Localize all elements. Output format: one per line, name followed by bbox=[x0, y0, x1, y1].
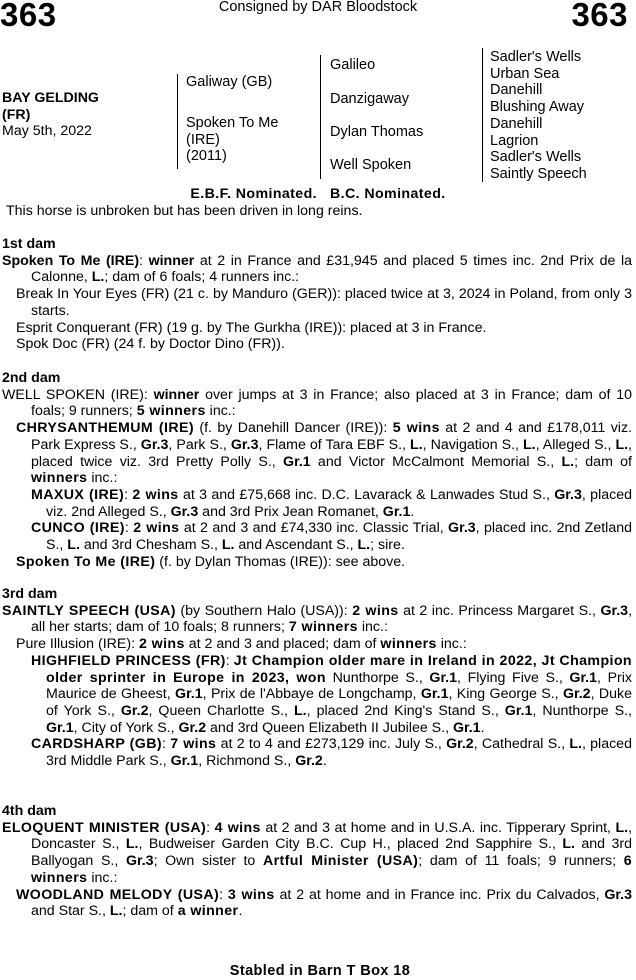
pedigree-gen2-3: Well Spoken bbox=[330, 157, 412, 173]
pedigree-gen2-0: Galileo bbox=[330, 57, 376, 73]
first-dam-section bbox=[2, 236, 632, 353]
pedigree-bracket-1 bbox=[177, 74, 178, 169]
produce-entry: CUNCO (IRE): 2 wins at 2 and 3 and £74,330 inc. Classic Trial, Gr.3, placed inc. 2nd Zetland S., L. and 3rd Chesham S., L. and Ascendant S., L.; sire. bbox=[31, 520, 632, 554]
stabling-info: Stabled in Barn T Box 18 bbox=[229, 963, 411, 979]
produce-entry: CHRYSANTHEMUM (IRE) (f. by Danehill Dancer (IRE)): 5 wins at 2 and 4 and £178,011 viz. Park Express S., Gr.3, Park S., Gr.3, Flame of Tara EBF S., L., Navigation S., L., Alleged S., L., placed twice viz. 3rd Pretty Polly S., Gr.1 and Victor McCalmont Memorial S., L.; dam of winners inc.: bbox=[16, 420, 632, 487]
third-dam-entry: SAINTLY SPEECH (USA) (by Southern Halo (USA)): 2 wins at 2 inc. Princess Margaret S., Gr.3, all her starts; dam of 10 foals; 8 runners; 7 winners inc.: bbox=[2, 602, 633, 636]
produce-entry: Spoken To Me (IRE) (f. by Dylan Thomas (IRE)): see above. bbox=[16, 553, 406, 570]
third-dam-section bbox=[2, 586, 632, 770]
lot-number-right: 363 bbox=[571, 0, 628, 33]
produce-entry: WOODLAND MELODY (USA): 3 wins at 2 at home and in France inc. Prix du Calvados, Gr.3 and Star S., L.; dam of a winner. bbox=[16, 886, 632, 920]
pedigree-bracket-2 bbox=[320, 55, 321, 179]
produce-entry: HIGHFIELD PRINCESS (FR): Jt Champion older mare in Ireland in 2022, Jt Champion older sprinter in Europe in 2023, won Nunthorpe S., Gr.1, Flying Five S., Gr.1, Prix Maurice de Gheest, Gr.1, Prix de l'Abbaye de Longchamp, Gr.1, King George S., Gr.2, Duke of York S., Gr.2, Queen Charlotte S., L., placed 2nd King's Stand S., Gr.1, Nunthorpe S., Gr.1, City of York S., Gr.2 and 3rd Queen Elizabeth II Jubilee S., Gr.1. bbox=[31, 652, 633, 736]
produce-entry: MAXUX (IRE): 2 wins at 3 and £75,668 inc. D.C. Lavarack & Lanwades Stud S., Gr.3, placed viz. 2nd Alleged S., Gr.3 and 3rd Prix Jean Romanet, Gr.1. bbox=[31, 486, 632, 520]
first-dam-entry: Spoken To Me (IRE): winner at 2 in France and £31,945 and placed 5 times inc. 2nd Prix de la Calonne, L.; dam of 6 foals; 4 runners inc.: bbox=[2, 252, 632, 286]
second-dam-section bbox=[2, 370, 632, 570]
pedigree-bracket-3 bbox=[482, 48, 483, 182]
first-dam-heading: 1st dam bbox=[2, 236, 56, 252]
pedigree-gen3: Sadler's Wells Urban Sea Danehill Blushing Away Danehill Lagrion Sadler's Wells Saintly Speech bbox=[490, 49, 587, 182]
fourth-dam-entry: ELOQUENT MINISTER (USA): 4 wins at 2 and 3 at home and in U.S.A. inc. Tipperary Sprint, L., Doncaster S., L., Budweiser Garden City B.C. Cup H., placed 2nd Sapphire S., L. and 3rd Ballyogan S., Gr.3; Own sister to Artful Minister (USA); dam of 11 foals; 9 runners; 6 winners inc.: bbox=[2, 819, 633, 886]
fourth-dam-section bbox=[2, 803, 632, 920]
nominations: E.B.F. Nominated. B.C. Nominated. bbox=[190, 186, 446, 202]
horse-note: This horse is unbroken but has been driven in long reins. bbox=[6, 203, 363, 219]
horse-description: BAY GELDING bbox=[2, 90, 99, 106]
produce-entry: Break In Your Eyes (FR) (21 c. by Manduro (GER)): placed twice at 3, 2024 in Poland, from only 3 starts. bbox=[16, 286, 632, 319]
produce-entry: Spok Doc (FR) (24 f. by Doctor Dino (FR)). bbox=[16, 336, 285, 353]
second-dam-entry: WELL SPOKEN (IRE): winner over jumps at 3 in France; also placed at 3 in France; dam of 10 foals; 9 runners; 5 winners inc.: bbox=[2, 386, 632, 420]
pedigree-dam: Spoken To Me (IRE) (2011) bbox=[186, 115, 279, 165]
produce-entry: CARDSHARP (GB): 7 wins at 2 to 4 and £273,129 inc. July S., Gr.2, Cathedral S., L., placed 3rd Middle Park S., Gr.1, Richmond S., Gr.2. bbox=[31, 736, 632, 770]
pedigree-gen2-1: Danzigaway bbox=[330, 91, 409, 107]
foaling-date: May 5th, 2022 bbox=[2, 123, 92, 140]
third-dam-heading: 3rd dam bbox=[2, 586, 58, 602]
horse-info bbox=[2, 90, 99, 140]
second-dam-heading: 2nd dam bbox=[2, 370, 61, 386]
lot-number-left: 363 bbox=[0, 0, 57, 33]
consignor: Consigned by DAR Bloodstock bbox=[218, 0, 418, 15]
produce-entry: Pure Illusion (IRE): 2 wins at 2 and 3 and placed; dam of winners inc.: bbox=[16, 636, 467, 653]
pedigree-gen2-2: Dylan Thomas bbox=[330, 124, 424, 140]
fourth-dam-heading: 4th dam bbox=[2, 803, 57, 819]
pedigree-sire: Galiway (GB) bbox=[186, 74, 273, 90]
horse-country: (FR) bbox=[2, 106, 31, 123]
produce-entry: Esprit Conquerant (FR) (19 g. by The Gurkha (IRE)): placed at 3 in France. bbox=[16, 319, 487, 336]
